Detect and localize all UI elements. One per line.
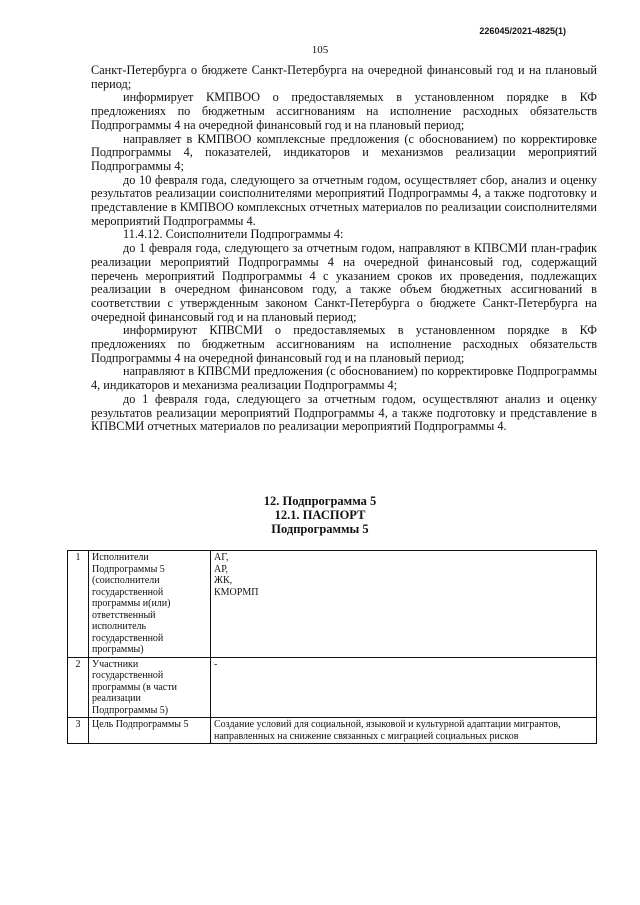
table-row (68, 718, 597, 744)
page-number: 105 (311, 44, 329, 56)
row-number: 1 (68, 551, 89, 658)
row-number: 2 (68, 657, 89, 718)
row-name (89, 718, 211, 744)
paragraph: до 1 февраля года, следующего за отчетным годом, направляют в КПВСМИ план-график реализации мероприятий Подпрограммы 4 на очередной финансовый год, содержащий перечень мероприятий Подпрограммы 4 с указанием сроков их проведения, подлежащих реализации в очередном финансовом году, а также объем бюджетных ассигнований в соответствии с утвержденным законом Санкт-Петербурга о бюджете Санкт-Петербурга на очередной финансовый год и на плановый период; (91, 241, 597, 324)
passport-table (67, 550, 597, 744)
section-subtitle-2: Подпрограммы 5 (271, 522, 369, 536)
row-number: 3 (68, 718, 89, 744)
value-line: АР, (214, 563, 229, 575)
row-name-text: Участники государственной программы (в части реализации Подпрограммы 5) (92, 658, 177, 716)
value-line: АГ, (214, 552, 229, 563)
document-number: 226045/2021-4825(1) (479, 26, 566, 36)
row-name-text: Цель Подпрограммы 5 (92, 719, 189, 730)
paragraph: направляют в КПВСМИ предложения (с обоснованием) по корректировке Подпрограммы 4, индикаторов и механизма реализации Подпрограммы 4; (91, 364, 597, 393)
row-name (89, 551, 211, 658)
body-text (91, 64, 597, 434)
value-line: - (214, 658, 218, 670)
paragraph: до 10 февраля года, следующего за отчетным годом, осуществляет сбор, анализ и оценку результатов реализации соисполнителями мероприятий Подпрограммы 4, а также подготовку и представление в КМПВОО комплексных отчетных материалов по реализации соисполнителями мероприятий Подпрограммы 4. (91, 172, 597, 228)
value-line: КМОРМП (214, 586, 259, 598)
table-row (68, 551, 597, 658)
section-subtitle: 12.1. ПАСПОРТ (274, 508, 366, 522)
paragraph: Санкт-Петербурга о бюджете Санкт-Петербурга на очередной финансовый год и на плановый период; (91, 63, 597, 91)
value-line: Создание условий для социальной, языковой и культурной адаптации мигрантов, направленных на снижение связанных с миграцией социальных рисков (214, 719, 561, 742)
table-row (68, 657, 597, 718)
section-heading (0, 494, 640, 536)
paragraph: до 1 февраля года, следующего за отчетным годом, осуществляют анализ и оценку результатов реализации мероприятий Подпрограммы 4, а также подготовку и представление в КПВСМИ отчетных материалов по реализации мероприятий Подпрограммы 4. (91, 391, 597, 434)
paragraph: направляет в КМПВОО комплексные предложения (с обоснованием) по корректировке Подпрограммы 4, показателей, индикаторов и механизмов реализации мероприятий Подпрограммы 4; (91, 131, 597, 173)
value-line: ЖК, (214, 575, 233, 586)
row-name (89, 657, 211, 718)
row-value (211, 718, 597, 744)
row-value (211, 551, 597, 658)
row-value (211, 657, 597, 718)
section-title: 12. Подпрограмма 5 (263, 494, 377, 508)
row-name-text: Исполнители Подпрограммы 5 (соисполнители государственной программы и(или) ответственный исполнитель государственной программы) (92, 552, 171, 655)
paragraph: информируют КПВСМИ о предоставляемых в установленном порядке в КФ предложениях по бюджетным ассигнованиям на исполнение расходных обязательств Подпрограммы 4 на очередной финансовый год и на плановый период; (91, 323, 597, 365)
paragraph: информирует КМПВОО о предоставляемых в установленном порядке в КФ предложениях по бюджетным ассигнованиям на исполнение расходных обязательств Подпрограммы 4 на очередной финансовый год и на плановый период; (91, 90, 597, 132)
paragraph: 11.4.12. Соисполнители Подпрограммы 4: (123, 227, 344, 242)
